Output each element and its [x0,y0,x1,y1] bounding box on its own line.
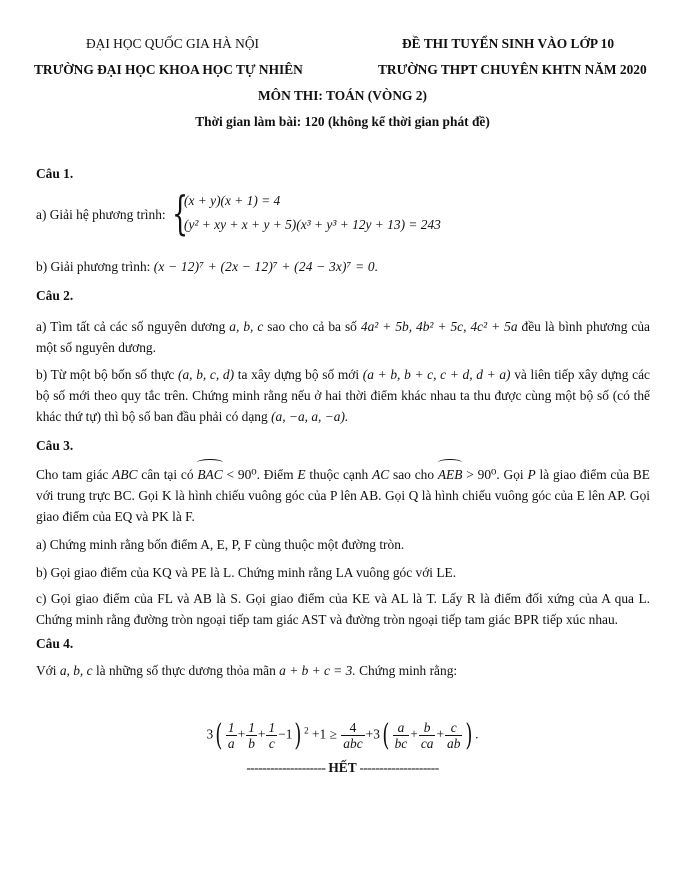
question-1-title: Câu 1. [36,166,74,181]
frac-1-a [226,720,237,751]
ineq-plus-one-geq: +1 ≥ [311,726,337,742]
q3a-text: a) Chứng minh rằng bốn điểm A, E, P, F cùng thuộc một đường tròn. [36,537,405,552]
frac-num: 1 [268,720,276,735]
q4-condition: a + b + c = 3. [279,663,356,678]
q2b-paragraph [36,364,650,427]
angle-aeb: AEB [438,464,463,485]
q3-segment-ac: AC [372,467,390,482]
university-name: ĐẠI HỌC QUỐC GIA HÀ NỘI [86,36,259,51]
q2a-text-1: a) Tìm tất cả các số nguyên dương [36,319,226,334]
time-line: Thời gian làm bài: 120 (không kể thời gian phát đề) [195,114,490,129]
q3-text-7: là giao điểm của [539,467,630,482]
frac-den: a [227,736,235,751]
q3-text-4: thuộc cạnh [309,467,369,482]
question-2-title: Câu 2. [36,288,74,303]
frac-den: ab [447,736,461,751]
frac-num: c [445,720,462,736]
frac-4-abc [341,720,364,751]
q3-text-5: sao cho [393,467,435,482]
question-3-title: Câu 3. [36,438,74,453]
ineq-square: 2 [304,725,309,736]
q3-text-1: Cho tam giác [36,467,109,482]
frac-num: 1 [248,720,255,735]
system-brace: { [172,186,189,240]
q3c-text: c) Gọi giao điểm của FL và AB là S. Gọi giao điểm của KE và AL là T. Lấy R là điểm đối xứng của A qua L. Chứng minh rằng đường tròn ngoại tiếp tam giác AST và đường tròn ngoại tiếp tam giác BPR tiếp xúc nhau. [36,591,650,627]
frac-b-ca [419,720,436,751]
question-4-title: Câu 4. [36,636,74,651]
q3-text-6: > 90⁰. Gọi [466,467,524,482]
q2b-tuple-3: (a, −a, a, −a). [271,409,349,424]
q2b-text-1: b) Từ một bộ bốn số thực [36,367,175,382]
q2a-expressions: 4a² + 5b, 4b² + 5c, 4c² + 5a [360,319,518,334]
q4-text-1: Với [36,663,57,678]
q4-inequality: 3( $\frac{1}{a}$ + $\frac{1}{b}$ + $\frac{1}{c}$ −1) $^2$ +1 ≥ $\frac{4}{\text{abc}}$ +3( $\frac{a}{bc}$ + $\frac{b}{ca}$ + $\frac{c}{ab}$ ) . [206,717,479,753]
q2a-vars: a, b, c [229,319,264,334]
q3-text-3: < 90⁰. Điểm [226,467,294,482]
subject-line: MÔN THI: TOÁN (VÒNG 2) [258,88,427,103]
q4-vars: a, b, c [59,663,93,678]
frac-num: 1 [227,720,235,735]
q2a-text-3: đều là bình phương của một số nguyên dương. [36,319,650,355]
frac-a-bc [393,720,410,751]
left-paren: ( [215,717,223,753]
right-paren-2: ) [465,717,473,753]
q2b-tuple-1: (a, b, c, d) [178,367,235,382]
q1b-line [36,256,650,277]
frac-num: b [419,720,436,736]
frac-den: b [248,736,255,751]
frac-num: 4 [341,720,364,736]
q4-text-3: Chứng minh rằng: [359,663,458,678]
q1a-equation-1: (x + y)(x + 1) = 4 [184,193,281,208]
frac-den: abc [343,736,363,751]
q1b-label: b) Giải phương trình: [36,259,151,274]
frac-c-ab [445,720,462,751]
q3b-text: b) Gọi giao điểm của KQ và PE là L. Chứng minh rằng LA vuông góc với LE. [36,565,457,580]
q2a-paragraph [36,316,650,358]
q2b-tuple-2: (a + b, b + c, c + d, d + a) [362,367,511,382]
q3-point-p: P [527,467,536,482]
exam-title: ĐỀ THI TUYỂN SINH VÀO LỚP 10 [402,36,615,51]
angle-bac: BAC [197,464,222,485]
q1b-equation: (x − 12)⁷ + (2x − 12)⁷ + (24 − 3x)⁷ = 0. [153,259,379,274]
q3-intro [36,464,650,527]
faculty-name: TRƯỜNG ĐẠI HỌC KHOA HỌC TỰ NHIÊN [34,62,303,77]
frac-den: ca [420,736,434,751]
end-dashes-right: -------------------- [359,760,439,775]
q1a-label: a) Giải hệ phương trình: [36,207,166,222]
q2b-text-2: ta xây dựng bộ số mới [237,367,360,382]
frac-1-b [246,720,257,751]
q2b-text-3: và liên tiếp xây dựng các bộ số mới theo quy tắc trên. Chứng minh rằng nếu ở hai thời điểm khác nhau ta thu được cùng một bộ số (có thể khác thứ tự) thì bộ số ban đầu phải có dạng [36,367,650,424]
ineq-plus-three: +3 [365,726,380,742]
school-name: TRƯỜNG THPT CHUYÊN KHTN NĂM 2020 [378,62,647,77]
q4-text-2: là những số thực dương thỏa mãn [95,663,276,678]
q3-text-rest: BE với trung trực BC. Gọi K là hình chiếu vuông góc của P lên AB. Gọi Q là hình chiếu vuông góc của E lên AP. Gọi giao điểm của EQ và PK là F. [36,467,650,524]
q1a-equation-2: (y² + xy + x + y + 5)(x³ + y³ + 12y + 13) = 243 [184,217,441,232]
frac-1-c [266,720,277,751]
ineq-period: . [475,726,479,742]
ineq-coefficient: 3 [206,726,214,742]
right-paren: ) [294,717,302,753]
end-marker [0,760,685,776]
q3-text-2: cân tại có [141,467,194,482]
end-dashes-left: -------------------- [246,760,326,775]
left-paren-2: ( [382,717,390,753]
frac-den: bc [394,736,408,751]
end-word: HẾT [328,760,357,775]
frac-den: c [268,736,275,751]
ineq-minus-one: −1 [278,726,293,742]
q4-intro [36,660,650,681]
q3-point-e: E [297,467,306,482]
q3-triangle: ABC [112,467,138,482]
q2a-text-2: sao cho cả ba số [267,319,357,334]
frac-num: a [393,720,410,736]
